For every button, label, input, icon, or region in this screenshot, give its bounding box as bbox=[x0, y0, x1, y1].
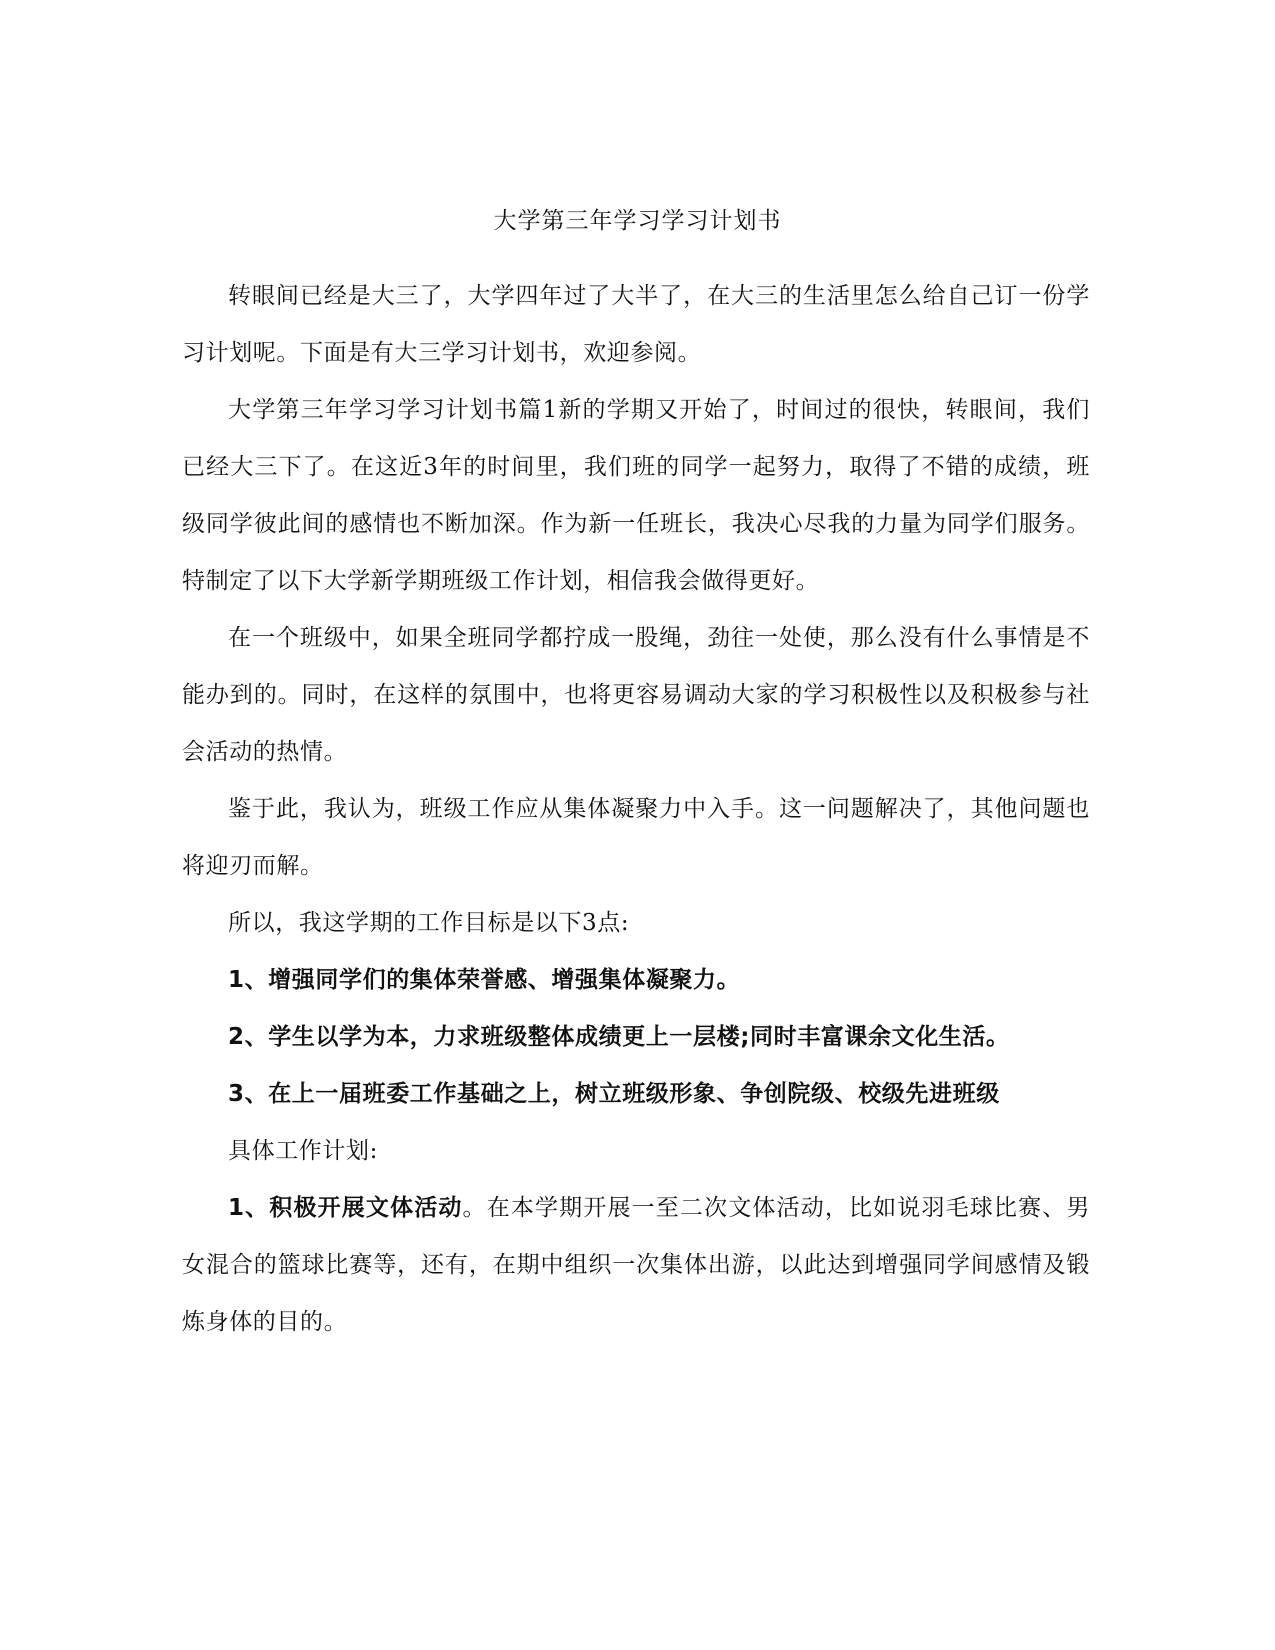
document-body bbox=[182, 268, 1090, 1351]
paragraph-plan-1: 大学第三年学习学习计划书篇1新的学期又开始了，时间过的很快，转眼间，我们已经大三下了。在这近3年的时间里，我们班的同学一起努力，取得了不错的成绩，班级同学彼此间的感情也不断加深。作为新一任班长，我决心尽我的力量为同学们服务。特制定了以下大学新学期班级工作计划，相信我会做得更好。 bbox=[182, 397, 1090, 594]
paragraph-approach: 鉴于此，我认为，班级工作应从集体凝聚力中入手。这一问题解决了，其他问题也将迎刃而解。 bbox=[182, 796, 1090, 879]
paragraph-class-unity: 在一个班级中，如果全班同学都拧成一股绳，劲往一处使，那么没有什么事情是不能办到的。同时，在这样的氛围中，也将更容易调动大家的学习积极性以及积极参与社会活动的热情。 bbox=[182, 625, 1090, 765]
paragraph-intro: 转眼间已经是大三了，大学四年过了大半了，在大三的生活里怎么给自己订一份学习计划呢。下面是有大三学习计划书，欢迎参阅。 bbox=[182, 283, 1090, 366]
goal-item: 3、在上一届班委工作基础之上，树立班级形象、争创院级、校级先进班级 bbox=[228, 1081, 1000, 1107]
goal-item: 2、学生以学为本，力求班级整体成绩更上一层楼;同时丰富课余文化生活。 bbox=[228, 1024, 1010, 1050]
document-title: 大学第三年学习学习计划书 bbox=[493, 208, 782, 234]
plan-heading: 具体工作计划: bbox=[228, 1138, 378, 1164]
plan-item bbox=[182, 1180, 1090, 1351]
plan-item-lead: 1、积极开展文体活动 bbox=[228, 1195, 463, 1221]
paragraph-goals-intro: 所以，我这学期的工作目标是以下3点: bbox=[228, 910, 630, 936]
plan-item-text: 。在本学期开展一至二次文体活动，比如说羽毛球比赛、男女混合的篮球比赛等，还有，在期中组织一次集体出游，以此达到增强同学间感情及锻炼身体的目的。 bbox=[182, 1195, 1090, 1335]
goal-item: 1、增强同学们的集体荣誉感、增强集体凝聚力。 bbox=[228, 967, 741, 993]
